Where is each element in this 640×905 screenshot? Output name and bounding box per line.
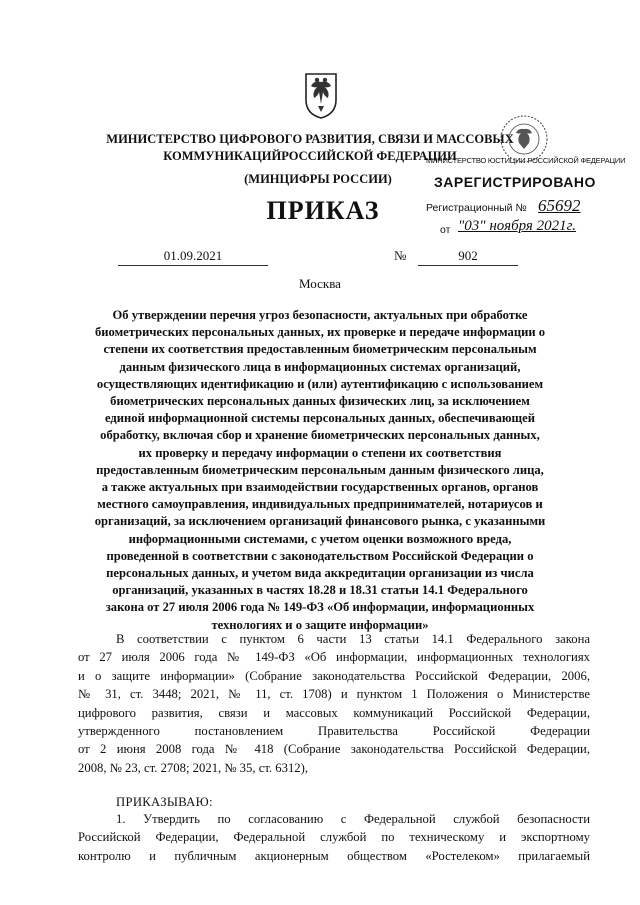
title-line: организаций, за исключением организаций финансового рынка, с указанными (94, 514, 546, 529)
title-line: информационными системами, с учетом оценки возможного вреда, (128, 531, 512, 546)
preamble-line: и о защите информации» (Собрание законодательства Российской Федерации, 2006, (78, 668, 590, 683)
item-line: Российской Федерации, Федеральной службой по техническому и экспортному (78, 830, 590, 845)
preamble-line: В соответствии с пунктом 6 части 13 статьи 14.1 Федерального закона (116, 632, 590, 646)
preamble-line: 2008, № 23, ст. 2708; 2021, № 35, ст. 6312), (78, 760, 309, 775)
preamble-line: цифрового развития, связи и массовых коммуникаций Российской Федерации, (78, 705, 590, 720)
title-line: биометрических персональных данных, их проверке и передаче информации о (94, 325, 546, 340)
item-1-paragraph (78, 810, 590, 865)
title-line: проведенной в соответствии с законодательством Российской Федерации о (106, 548, 534, 563)
title-line: местного самоуправления, индивидуальных предпринимателей, нотариусов и (97, 497, 543, 512)
title-line: Об утверждении перечня угроз безопасности, актуальных при обработке (112, 308, 528, 322)
stamp-registered: ЗАРЕГИСТРИРОВАНО (434, 174, 596, 190)
city: Москва (299, 276, 341, 291)
title-line: их проверку и передачу информации о степени их соответствия (138, 445, 502, 460)
preamble-line: утвержденного постановлением Правительства Российской Федерации (78, 724, 590, 739)
ministry-name-line2: КОММУНИКАЦИЙРОССИЙСКОЙ ФЕДЕРАЦИИ (163, 149, 457, 163)
document-type: ПРИКАЗ (266, 196, 380, 225)
order-number-label: № (394, 248, 407, 263)
preamble-paragraph (78, 630, 590, 777)
order-number: 902 (418, 248, 518, 266)
title-line: данным физического лица в информационных системах организаций, (119, 359, 521, 374)
stamp-authority: МИНИСТЕРСТВО ЮСТИЦИИ РОССИЙСКОЙ ФЕДЕРАЦИИ (426, 156, 626, 165)
title-line: единой информационной системы персональных данных, обеспечивающей (104, 411, 536, 426)
preamble-line: от 27 июля 2006 года № 149-ФЗ «Об информации, информационных технологиях (78, 650, 590, 665)
title-line: а также актуальных при взаимодействии государственных органов, органов (101, 480, 539, 495)
stamp-reg-number-label: Регистрационный № (426, 202, 527, 214)
stamp-from-label: от (440, 224, 451, 236)
item-line: 1. Утвердить по согласованию с Федеральной службой безопасности (116, 812, 590, 826)
title-line: обработку, включая сбор и хранение биометрических персональных данных, (100, 428, 540, 443)
order-directive: ПРИКАЗЫВАЮ: (116, 795, 213, 809)
order-date: 01.09.2021 (118, 248, 268, 266)
order-title (70, 307, 570, 634)
title-line: организаций, указанных в частях 18.28 и 18.31 статьи 14.1 Федерального (112, 583, 528, 598)
item-line: контролю и публичным акционерным обществом «Ростелеком» прилагаемый (78, 848, 590, 863)
title-line: закона от 27 июля 2006 года № 149-ФЗ «Об информации, информационных (105, 600, 535, 615)
title-line: осуществляющих идентификацию и (или) аутентификацию с использованием (96, 376, 544, 391)
title-line: степени их соответствия предоставленным биометрическим персональным (103, 342, 537, 357)
title-line: персональных данных, и учетом вида аккредитации организации из числа (106, 566, 534, 581)
preamble-line: от 2 июня 2008 года № 418 (Собрание законодательства Российской Федерации, (78, 742, 590, 757)
coat-of-arms-emblem (300, 70, 342, 120)
preamble-line: № 31, ст. 3448; 2021, № 11, ст. 1708) и пунктом 1 Положения о Министерстве (78, 687, 590, 702)
title-line: биометрических персональных данных физических лиц, за исключением (110, 394, 530, 409)
stamp-from-date: "03" ноября 2021г. (458, 218, 577, 234)
registration-stamp (418, 152, 626, 242)
ministry-name-line1: МИНИСТЕРСТВО ЦИФРОВОГО РАЗВИТИЯ, СВЯЗИ И МАССОВЫХ (106, 132, 514, 146)
title-line: предоставленным биометрическим персональным данным физического лица, (96, 462, 544, 477)
stamp-reg-number: 65692 (538, 196, 581, 215)
title-line: технологиях и о защите информации» (211, 617, 429, 632)
ministry-short-name: (МИНЦИФРЫ РОССИИ) (244, 172, 392, 186)
